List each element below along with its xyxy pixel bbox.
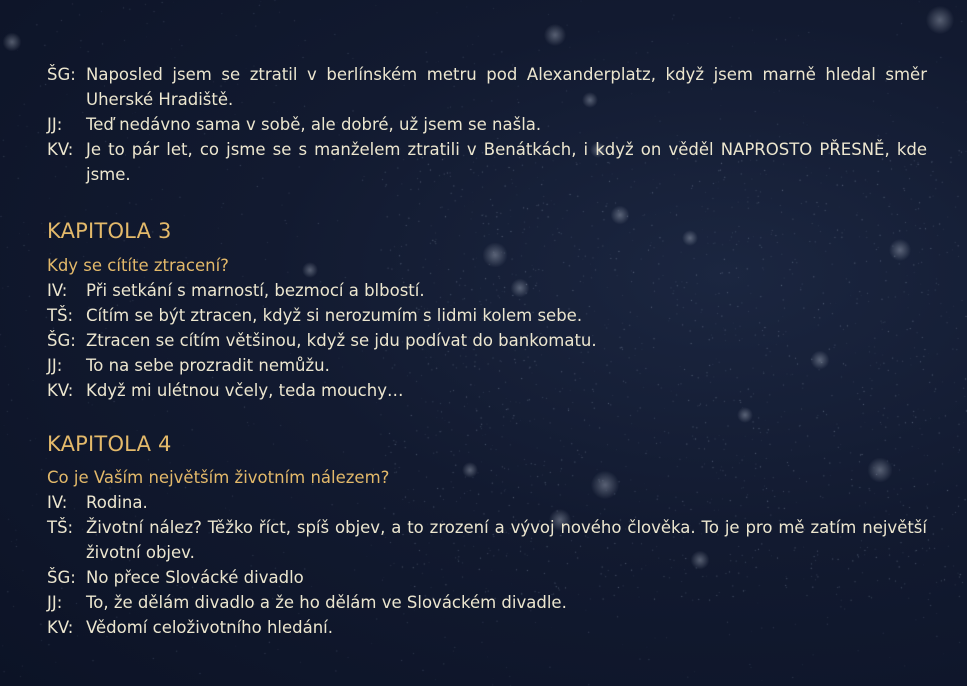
speaker-initials: KV: bbox=[47, 381, 74, 400]
answer-text: Když mi ulétnou včely, teda mouchy… bbox=[86, 381, 404, 400]
answer-row bbox=[47, 590, 927, 615]
speaker-initials: IV: bbox=[47, 493, 68, 512]
speaker-initials: TŠ: bbox=[47, 306, 74, 325]
chapter-heading: KAPITOLA 3 bbox=[47, 219, 172, 243]
answer-text: No přece Slovácké divadlo bbox=[86, 568, 304, 587]
answer-row bbox=[47, 303, 927, 328]
answer-row bbox=[47, 278, 927, 303]
chapter-4-section bbox=[47, 431, 927, 640]
speaker-initials: KV: bbox=[47, 618, 74, 637]
chapter-3-section bbox=[47, 218, 927, 403]
speaker-initials: TŠ: bbox=[47, 518, 74, 537]
speaker-initials: ŠG: bbox=[47, 331, 76, 350]
answer-text: Naposled jsem se ztratil v berlínském metru pod Alexanderplatz, když jsem marně hledal směr Uherské Hradiště. bbox=[86, 65, 927, 109]
answer-text: Vědomí celoživotního hledání. bbox=[86, 618, 334, 637]
answer-row bbox=[47, 353, 927, 378]
answer-row bbox=[47, 515, 927, 565]
chapter-question: Co je Vaším největším životním nálezem? bbox=[47, 468, 390, 487]
chapter-heading: KAPITOLA 4 bbox=[47, 432, 172, 456]
answer-row bbox=[47, 615, 927, 640]
answer-row bbox=[47, 490, 927, 515]
answer-row bbox=[47, 112, 927, 137]
answer-text: Životní nález? Těžko říct, spíš objev, a to zrození a vývoj nového člověka. To je pro mě zatím největší životní objev. bbox=[86, 518, 927, 562]
answer-text: Při setkání s marností, bezmocí a blbostí. bbox=[86, 281, 425, 300]
speaker-initials: KV: bbox=[47, 140, 74, 159]
speaker-initials: ŠG: bbox=[47, 65, 76, 84]
speaker-initials: IV: bbox=[47, 281, 68, 300]
speaker-initials: JJ: bbox=[47, 356, 63, 375]
answer-text: To, že dělám divadlo a že ho dělám ve Slováckém divadle. bbox=[86, 593, 567, 612]
answer-text: To na sebe prozradit nemůžu. bbox=[86, 356, 330, 375]
answer-row bbox=[47, 565, 927, 590]
speaker-initials: JJ: bbox=[47, 115, 63, 134]
answer-row bbox=[47, 328, 927, 353]
intro-section bbox=[47, 62, 927, 187]
answer-text: Cítím se být ztracen, když si nerozumím s lidmi kolem sebe. bbox=[86, 306, 583, 325]
answer-text: Rodina. bbox=[86, 493, 148, 512]
answer-text: Teď nedávno sama v sobě, ale dobré, už jsem se našla. bbox=[86, 115, 542, 134]
chapter-question: Kdy se cítíte ztracení? bbox=[47, 256, 229, 275]
speaker-initials: JJ: bbox=[47, 593, 63, 612]
answer-text: Ztracen se cítím většinou, když se jdu podívat do bankomatu. bbox=[86, 331, 597, 350]
answer-text: Je to pár let, co jsme se s manželem ztratili v Benátkách, i když on věděl NAPROSTO PŘESNĚ, kde jsme. bbox=[86, 140, 927, 184]
speaker-initials: ŠG: bbox=[47, 568, 76, 587]
answer-row bbox=[47, 62, 927, 112]
answer-row bbox=[47, 137, 927, 187]
answer-row bbox=[47, 378, 927, 403]
